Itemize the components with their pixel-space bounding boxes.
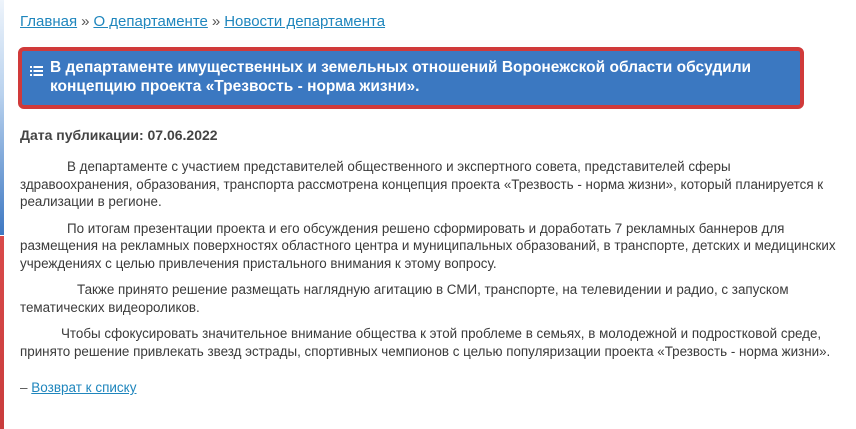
breadcrumb-home-link[interactable]: Главная [20, 13, 78, 30]
back-to-list-link[interactable]: Возврат к списку [31, 380, 137, 395]
publication-date: Дата публикации: 07.06.2022 [20, 127, 218, 143]
back-to-list [20, 380, 136, 395]
article-body [20, 158, 846, 369]
article-paragraph: Чтобы сфокусировать значительное внимание общества к этой проблеме в семьях, в молодежной и подростковой среде, принято решение привлекать звезд эстрады, спортивных чемпионов с целью популяризации проекта «Трезвость - норма жизни». [20, 326, 831, 359]
article-title-box [18, 47, 804, 109]
breadcrumb-separator: » [211, 13, 221, 30]
left-edge-decoration [0, 0, 4, 429]
breadcrumb-separator: » [81, 13, 90, 30]
list-icon [30, 63, 44, 105]
article-paragraph: По итогам презентации проекта и его обсуждения решено сформировать и доработать 7 рекламных баннеров для размещения на рекламных поверхностях областного центра и муниципальных образований, в транспорте, детских и медицинских учреждениях с целью привлечения пристального внимания к этому вопросу. [20, 220, 836, 271]
back-dash: – [20, 380, 28, 395]
breadcrumb-about-link[interactable]: О департаменте [93, 13, 208, 30]
breadcrumb [20, 13, 385, 30]
article-paragraph: В департаменте с участием представителей общественного и экспертного совета, представителей сферы здравоохранения, образования, транспорта рассмотрена концепция проекта «Трезвость - норма жизни», который планируется к реализации в регионе. [20, 159, 824, 209]
breadcrumb-news-link[interactable]: Новости департамента [224, 13, 386, 30]
article-title: В департаменте имущественных и земельных отношений Воронежской области обсудили концепцию проекта «Трезвость - норма жизни». [50, 59, 752, 95]
article-paragraph: Также принято решение размещать наглядную агитацию в СМИ, транспорте, на телевидении и радио, с запуском тематических видеороликов. [20, 282, 789, 315]
